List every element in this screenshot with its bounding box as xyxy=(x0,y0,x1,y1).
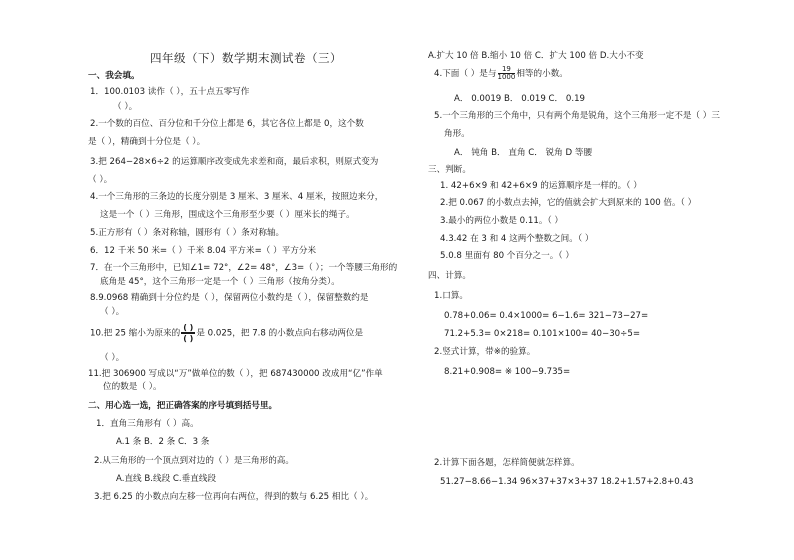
judge-3: 3.最小的两位小数是 0.11。（ ） xyxy=(440,216,564,226)
question-6: 6．12 千米 50 米=（ ）千米 8.04 平方米=（ ）平方分米 xyxy=(90,246,317,256)
judge-1: 1. 42+6×9 和 42+6×9 的运算顺序是一样的。（ ） xyxy=(440,181,642,191)
section-calc-heading: 四、计算。 xyxy=(428,271,471,281)
question-10-line-2: （ ）。 xyxy=(100,353,125,363)
choice-4-prefix: 4.下面（ ）是与 xyxy=(434,69,497,79)
mental-math-row-1: 0.78+0.06= 0.4×1000= 6−1.6= 321−73−27= xyxy=(444,311,649,321)
fraction-denominator: ( ) xyxy=(183,334,194,343)
question-10-suffix: 是 0.025，把 7.8 的小数点向右移动两位是 xyxy=(196,328,364,339)
choice-4-options: A． 0.0019 B． 0.019 C． 0.19 xyxy=(454,94,586,104)
page-title: 四年级（下）数学期末测试卷（三） xyxy=(150,51,342,65)
question-7-line-1: 7．在一个三角形中，已知∠1= 72°，∠2= 48°，∠3=（ ）；一个等腰三角形的 xyxy=(90,263,398,273)
judge-4: 4.3.42 在 3 和 4 这两个整数之间。（ ） xyxy=(440,234,594,244)
choice-4 xyxy=(434,64,568,84)
question-3-line-1: 3.把 264−28×6÷2 的运算顺序改变成先求差和商，最后求积，则原式变为 xyxy=(90,157,379,167)
choice-1: 1．直角三角形有（ ）高。 xyxy=(96,419,199,429)
judge-5: 5.0.8 里面有 80 个百分之一。（ ） xyxy=(440,251,574,261)
question-11-line-1: 11.把 306900 写成以“万”做单位的数（ ），把 687430000 改成用“亿”作单 xyxy=(88,369,383,379)
question-7-line-2: 底角是 45°，这个三角形一定是一个（ ）三角形（按角分类）。 xyxy=(100,277,340,287)
question-10-fraction-blank xyxy=(181,323,195,343)
question-4-line-2: 这是一个（ ）三角形，围成这个三角形至少要（ ）厘米长的绳子。 xyxy=(100,210,355,220)
choice-1-options: A.1 条 B．2 条 C．3 条 xyxy=(116,437,210,447)
question-8-line-1: 8.9.0968 精确到十分位约是（ ），保留两位小数约是（ ），保留整数约是 xyxy=(90,293,369,303)
question-4-line-1: 4.一个三角形的三条边的长度分别是 3 厘米、3 厘米、4 厘米，按照边来分， xyxy=(90,192,384,202)
question-2-line-2: 是（ ），精确到十分位是（ ）。 xyxy=(88,137,206,147)
vertical-calc-heading: 2.竖式计算，带※的验算。 xyxy=(434,347,536,357)
choice-4-suffix: 相等的小数。 xyxy=(516,69,568,79)
question-1-line-1: 1．100.0103 读作（ ），五十点五零写作 xyxy=(90,87,250,97)
section-choice-heading: 二、用心选一选，把正确答案的序号填到括号里。 xyxy=(88,401,278,411)
choice-5-line-2: 角形。 xyxy=(444,129,470,139)
section-fill-heading: 一、我会填。 xyxy=(88,71,140,81)
mental-math-heading: 1.口算。 xyxy=(434,291,468,301)
simplify-calc-heading: 2.计算下面各题，怎样简便就怎样算。 xyxy=(434,458,580,468)
question-10-line-1 xyxy=(90,323,363,343)
question-5: 5.正方形有（ ）条对称轴，圆形有（ ）条对称轴。 xyxy=(90,228,285,238)
question-10-prefix: 10.把 25 缩小为原来的 xyxy=(90,328,181,339)
judge-2: 2.把 0.067 的小数点去掉，它的值就会扩大到原来的 100 倍。（ ） xyxy=(440,198,697,208)
vertical-calc-items: 8.21+0.908= ※ 100−9.735= xyxy=(444,367,571,377)
choice-3-options: A.扩大 10 倍 B.缩小 10 倍 C．扩大 100 倍 D.大小不变 xyxy=(428,51,644,61)
question-3-line-2: （ ）。 xyxy=(88,175,113,185)
choice-2: 2.从三角形的一个顶点到对边的（ ）是三角形的高。 xyxy=(94,456,294,466)
question-8-line-2: （ ）。 xyxy=(100,307,125,317)
section-judge-heading: 三、判断。 xyxy=(428,165,471,175)
choice-5-line-1: 5.一个三角形的三个角中，只有两个角是锐角，这个三角形一定不是（ ）三 xyxy=(434,111,720,121)
mental-math-row-2: 71.2+5.3= 0×218= 0.101×100= 40−30÷5= xyxy=(444,329,641,339)
simplify-calc-items: 51.27−8.66−1.34 96×37+37×3+37 18.2+1.57+2.8+0.43 xyxy=(440,477,694,487)
fraction-numerator: 19 xyxy=(498,66,516,74)
question-1-line-2: （ ）。 xyxy=(113,102,138,112)
choice-2-options: A.直线 B.线段 C.垂直线段 xyxy=(116,474,217,484)
choice-3: 3.把 6.25 的小数点向左移一位再向右两位，得到的数与 6.25 相比（ ）。 xyxy=(94,492,374,502)
fraction-numerator: ( ) xyxy=(183,323,194,332)
question-11-line-2: 位的数是（ ）。 xyxy=(103,382,162,392)
choice-4-fraction xyxy=(498,66,516,81)
choice-5-options: A． 钝角 B． 直角 C． 锐角 D 等腰 xyxy=(454,148,593,158)
fraction-denominator: 1000 xyxy=(497,73,516,81)
question-2-line-1: 2.一个数的百位、百分位和千分位上都是 6，其它各位上都是 0，这个数 xyxy=(90,119,364,129)
